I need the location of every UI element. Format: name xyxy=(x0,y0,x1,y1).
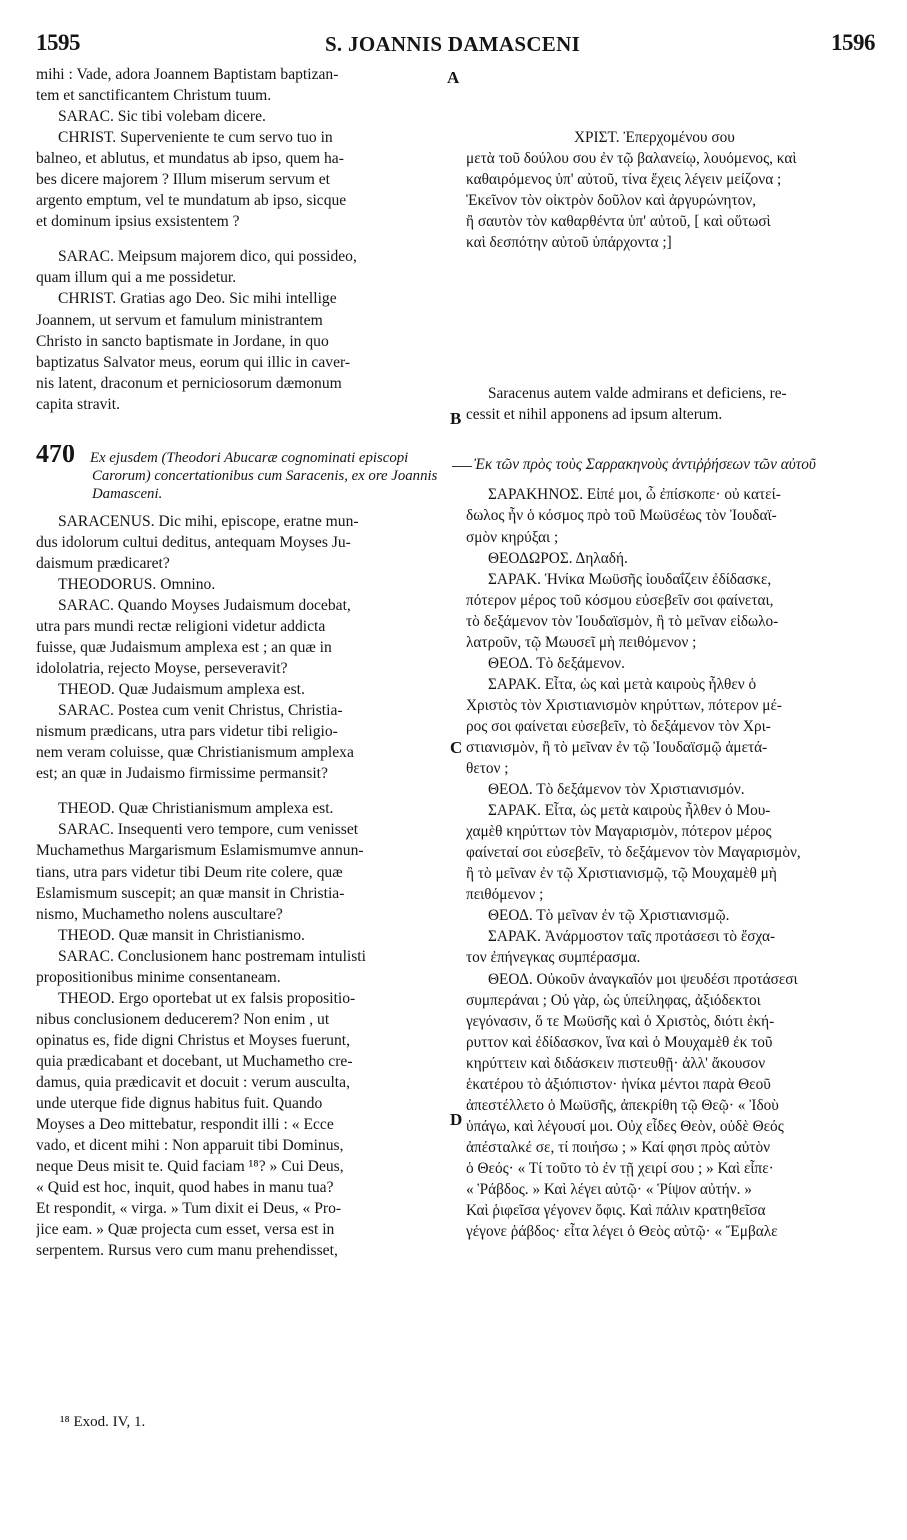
latin-line: Muchamethus Margarismum Eslamismumve annun- xyxy=(36,842,364,860)
greek-line: καὶ δεσπότην αὐτοῦ ὑπάρχοντα ;] xyxy=(466,234,672,252)
latin-line: capita stravit. xyxy=(36,395,120,413)
latin-line: et dominum ipsius exsistentem ? xyxy=(36,213,240,231)
margin-letter-c: C xyxy=(450,738,463,757)
latin-line: dus idolorum cultui deditus, antequam Moyses Ju- xyxy=(36,533,351,551)
latin-line: neque Deus misit te. Quid faciam ¹⁸? » Cui Deus, xyxy=(36,1158,344,1176)
latin-line: idololatria, rejecto Moyse, perseveravit? xyxy=(36,660,288,678)
latin-line: tem et sanctificantem Christum tuum. xyxy=(36,87,272,105)
greek-line: ἀπεστέλλετο ὁ Μωϋσῆς, ἀπεκρίθη τῷ Θεῷ· « Ἰδοὺ xyxy=(466,1096,779,1114)
latin-line: Et respondit, « virga. » Tum dixit ei Deus, « Pro- xyxy=(36,1200,342,1218)
latin-line: nem veram coluisse, quæ Christianismum amplexa xyxy=(36,744,354,762)
greek-line: ρος σοι φαίνεται εὐσεβεῖν, τὸ δεξάμενον τὸν Χρι- xyxy=(466,717,771,735)
latin-line: SARAC. Conclusionem hanc postremam intulisti xyxy=(58,947,366,965)
greek-line: τον ἐπήνεγκας συμπέρασμα. xyxy=(466,949,641,967)
greek-line: λατροῦν, τῷ Μωυσεῖ μὴ πειθόμενον ; xyxy=(466,633,697,651)
greek-line: ΘΕΟΔ. Τὸ δεξάμενον. xyxy=(488,654,625,672)
latin-line: Moyses a Deo mittebatur, respondit illi : « Ecce xyxy=(36,1116,334,1134)
left-page-number: 1595 xyxy=(36,30,80,55)
latin-line: quia prædicabant et docebant, ut Muchametho cre- xyxy=(36,1052,353,1070)
latin-line: nismo, Muchametho nolens auscultare? xyxy=(36,905,283,923)
latin-line: tians, utra pars videtur tibi Deum rite colere, quæ xyxy=(36,863,343,881)
greek-line: ΘΕΟΔΩΡΟΣ. Δηλαδή. xyxy=(488,549,628,567)
latin-line: nismum prædicans, utra pars videtur tibi religio- xyxy=(36,723,338,741)
latin-line: serpentem. Rursus vero cum manu prehendisset, xyxy=(36,1242,338,1260)
footnote: ¹⁸ Exod. IV, 1. xyxy=(60,1414,146,1430)
greek-line: θετον ; xyxy=(466,760,509,778)
section-heading-latin xyxy=(36,445,446,503)
latin-line: mihi : Vade, adora Joannem Baptistam baptizan- xyxy=(36,66,339,83)
margin-letter-a: A xyxy=(447,68,460,87)
latin-line: SARAC. Postea cum venit Christus, Christia- xyxy=(58,702,343,720)
greek-line: γεγόνασιν, ὅ τε Μωϋσῆς καὶ ὁ Χριστὸς, διότι ἐκή- xyxy=(466,1012,775,1030)
latin-line: THEOD. Quæ mansit in Christianismo. xyxy=(58,926,305,944)
greek-line: ΧΡΙΣΤ. Ἐπερχομένου σου xyxy=(574,129,735,146)
greek-line: δωλος ἦν ὁ κόσμος πρὸ τοῦ Μωϋσέως τὸν Ἰουδαϊ- xyxy=(466,507,777,525)
latin-line: unde uterque fide dignus habitus fuit. Quando xyxy=(36,1095,323,1113)
margin-letter-d: D xyxy=(450,1110,463,1129)
latin-line: SARAC. Insequenti vero tempore, cum venisset xyxy=(58,821,359,839)
greek-line: ἢ σαυτὸν τὸν καθαρθέντα ὑπ' αὐτοῦ, [ καὶ οὕτωσὶ xyxy=(466,213,771,231)
latin-line: bes dicere majorem ? Illum miserum servum et xyxy=(36,171,331,189)
greek-line: ΣΑΡΑΚ. Εἶτα, ὡς καὶ μετὰ καιροὺς ἦλθεν ὁ xyxy=(488,675,757,693)
greek-line: ὁ Θεός· « Τί τοῦτο τὸ ἐν τῇ χειρί σου ; » Καὶ εἶπε· xyxy=(466,1159,774,1177)
greek-column xyxy=(466,64,874,1242)
greek-line: ὑπάγω, καὶ λέγουσί μοι. Οὐχ εἶδες Θεὸν, οὐδὲ Θεός xyxy=(466,1117,784,1135)
greek-line: στιανισμὸν, ἢ τὸ μεῖναν ἐν τῷ Ἰουδαϊσμῷ ἀμετά- xyxy=(466,738,768,756)
latin-line: « Quid est hoc, inquit, quod habes in manu tua? xyxy=(36,1179,334,1197)
latin-line: jice eam. » Quæ projecta cum esset, versa est in xyxy=(36,1221,335,1239)
latin-line: THEOD. Quæ Judaismum amplexa est. xyxy=(58,681,305,699)
latin-line: utra pars mundi rectæ religioni videtur addicta xyxy=(36,617,326,635)
greek-line: « Ῥάβδος. » Καὶ λέγει αὐτῷ· « Ῥίψον αὐτήν. » xyxy=(466,1180,752,1198)
greek-line: πότερον μέρος τοῦ κόσμου εὐσεβεῖν σοι φαίνεται, xyxy=(466,591,774,609)
latin-line: nis latent, draconum et perniciosorum dæmonum xyxy=(36,374,342,392)
latin-line: argento emptum, vel te mundatum ab ipso, sicque xyxy=(36,192,347,210)
latin-line: quam illum qui a me possidetur. xyxy=(36,269,237,287)
greek-line: φαίνεταί σοι εὐσεβεῖν, τὸ δεξάμενον τὸν Μαγαρισμὸν, xyxy=(466,844,801,862)
greek-line: καθαιρόμενος ὑπ' αὐτοῦ, τίνα ἔχεις λέγειν μείζονα ; xyxy=(466,171,782,189)
latin-line: Eslamismum suscepit; an quæ mansit in Christia- xyxy=(36,884,345,902)
latin-line: nibus conclusionem deducerem? Non enim , ut xyxy=(36,1010,330,1028)
latin-line: CHRIST. Gratias ago Deo. Sic mihi intellige xyxy=(58,290,337,308)
greek-line: πειθόμενον ; xyxy=(466,886,544,904)
margin-letter-b: B xyxy=(450,409,462,428)
latin-line: fuisse, quæ Judaismum amplexa est ; an quæ in xyxy=(36,639,332,657)
latin-line: SARAC. Meipsum majorem dico, qui possideo, xyxy=(58,248,357,266)
latin-line: SARAC. Sic tibi volebam dicere. xyxy=(58,108,266,126)
latin-line: opinatus es, fide digni Christus et Moyses fuerunt, xyxy=(36,1031,351,1049)
greek-line: ΣΑΡΑΚ. Εἶτα, ὡς μετὰ καιροὺς ἦλθεν ὁ Μου- xyxy=(488,802,771,820)
latin-line: THEOD. Quæ Christianismum amplexa est. xyxy=(58,800,334,818)
latin-line: propositionibus minime consentaneam. xyxy=(36,968,281,986)
greek-line: ΘΕΟΔ. Τὸ δεξάμενον τὸν Χριστιανισμόν. xyxy=(488,781,745,799)
greek-line: ἀπέσταλκέ σε, τί ποιήσω ; » Καί φησι πρὸς αὐτὸν xyxy=(466,1138,771,1156)
greek-line: ΣΑΡΑΚ. Ἀνάρμοστον ταῖς προτάσεσι τὸ ἔσχα- xyxy=(488,928,776,946)
greek-line: cessit et nihil apponens ad ipsum alterum. xyxy=(466,406,723,424)
greek-line: κηρύττειν καὶ διδάσκειν πιστευθῇ· ἀλλ' ἄκουσον xyxy=(466,1054,766,1072)
greek-line: Χριστὸς τὸν Χριστιανισμὸν κηρύττων, πότερον μέ- xyxy=(466,696,782,714)
page-header xyxy=(30,30,875,60)
latin-line: SARACENUS. Dic mihi, episcope, eratne mun- xyxy=(58,512,359,530)
latin-line: vado, et dicent mihi : Non apparuit tibi Dominus, xyxy=(36,1137,344,1155)
latin-column xyxy=(36,64,446,1261)
running-title: S. JOANNIS DAMASCENI xyxy=(324,32,581,56)
latin-line: balneo, et ablutus, et mundatus ab ipso, quem ha- xyxy=(36,150,344,168)
greek-line: γέγονε ῥάβδος· εἶτα λέγει ὁ Θεὸς αὐτῷ· « Ἔμβαλε xyxy=(466,1223,778,1241)
latin-line: Joannem, ut servum et famulum ministrantem xyxy=(36,311,323,329)
greek-line: ΘΕΟΔ. Οὐκοῦν ἀναγκαῖόν μοι ψευδέσι προτάσεσι xyxy=(488,970,798,988)
section-number: 470 xyxy=(36,444,75,468)
greek-line: συμπεράναι ; Οὐ γὰρ, ὡς ὑπείληφας, ἀξιόδεκτοι xyxy=(466,991,761,1009)
greek-line: Saracenus autem valde admirans et deficiens, re- xyxy=(488,385,787,403)
section-heading-greek: Ἐκ τῶν πρὸς τοὺς Σαρρακηνοὺς ἀντιῤῥήσεων τῶν αὐτοῦ xyxy=(474,456,816,474)
greek-line: χαμὲθ κηρύττων τὸν Μαγαρισμὸν, πότερον μέρος xyxy=(466,823,772,841)
latin-line: THEOD. Ergo oportebat ut ex falsis propositio- xyxy=(58,989,356,1007)
greek-line: σμὸν κηρύξαι ; xyxy=(466,528,559,546)
greek-line: ΣΑΡΑΚΗΝΟΣ. Εἰπέ μοι, ὦ ἐπίσκοπε· οὐ κατεί- xyxy=(488,486,781,504)
greek-line: ρυττον καὶ ἐδίδασκον, ἵνα καὶ ὁ Μουχαμὲθ ἐκ τοῦ xyxy=(466,1033,773,1051)
latin-line: SARAC. Quando Moyses Judaismum docebat, xyxy=(58,596,351,614)
greek-line: τὸ δεξάμενον τὸν Ἰουδαϊσμὸν, ἢ τὸ μεῖναν εἰδωλο- xyxy=(466,612,779,630)
greek-line: Ἐκεῖνον τὸν οἰκτρὸν δοῦλον καὶ ἀργυρώνητον, xyxy=(466,192,757,210)
latin-line: baptizatus Salvator meus, eorum qui illic in caver- xyxy=(36,353,351,371)
latin-line: Christo in sancto baptismate in Jordane, in quo xyxy=(36,332,329,350)
latin-line: daismum prædicaret? xyxy=(36,554,170,572)
section-heading-text: Ex ejusdem (Theodori Abucaræ cognominati episcopi Carorum) concertationibus cum Saracenis, ex ore Joannis Damasceni. xyxy=(90,449,438,502)
greek-line: ΣΑΡΑΚ. Ἡνίκα Μωϋσῆς ἰουδαΐζειν ἐδίδασκε, xyxy=(488,570,772,588)
greek-line: ἑκατέρου τὸ ἀξιόπιστον· ἡνίκα μέντοι παρὰ Θεοῦ xyxy=(466,1075,771,1093)
latin-line: est; an quæ in Judaismo firmissime permansit? xyxy=(36,765,328,783)
greek-line: μετὰ τοῦ δούλου σου ἐν τῷ βαλανείῳ, λουόμενος, καὶ xyxy=(466,150,797,168)
greek-line: ΘΕΟΔ. Τὸ μεῖναν ἐν τῷ Χριστιανισμῷ. xyxy=(488,907,730,925)
greek-line: ἢ τὸ μεῖναν ἐν τῷ Χριστιανισμῷ, τῷ Μουχαμὲθ μὴ xyxy=(466,865,777,883)
greek-line: Καὶ ῥιφεῖσα γέγονεν ὄφις. Καὶ πάλιν κρατηθεῖσα xyxy=(466,1202,766,1220)
right-page-number: 1596 xyxy=(831,30,875,55)
latin-line: THEODORUS. Omnino. xyxy=(58,575,216,593)
latin-line: damus, quia prædicavit et docuit : verum ausculta, xyxy=(36,1073,350,1091)
latin-line: CHRIST. Superveniente te cum servo tuo in xyxy=(58,129,333,147)
